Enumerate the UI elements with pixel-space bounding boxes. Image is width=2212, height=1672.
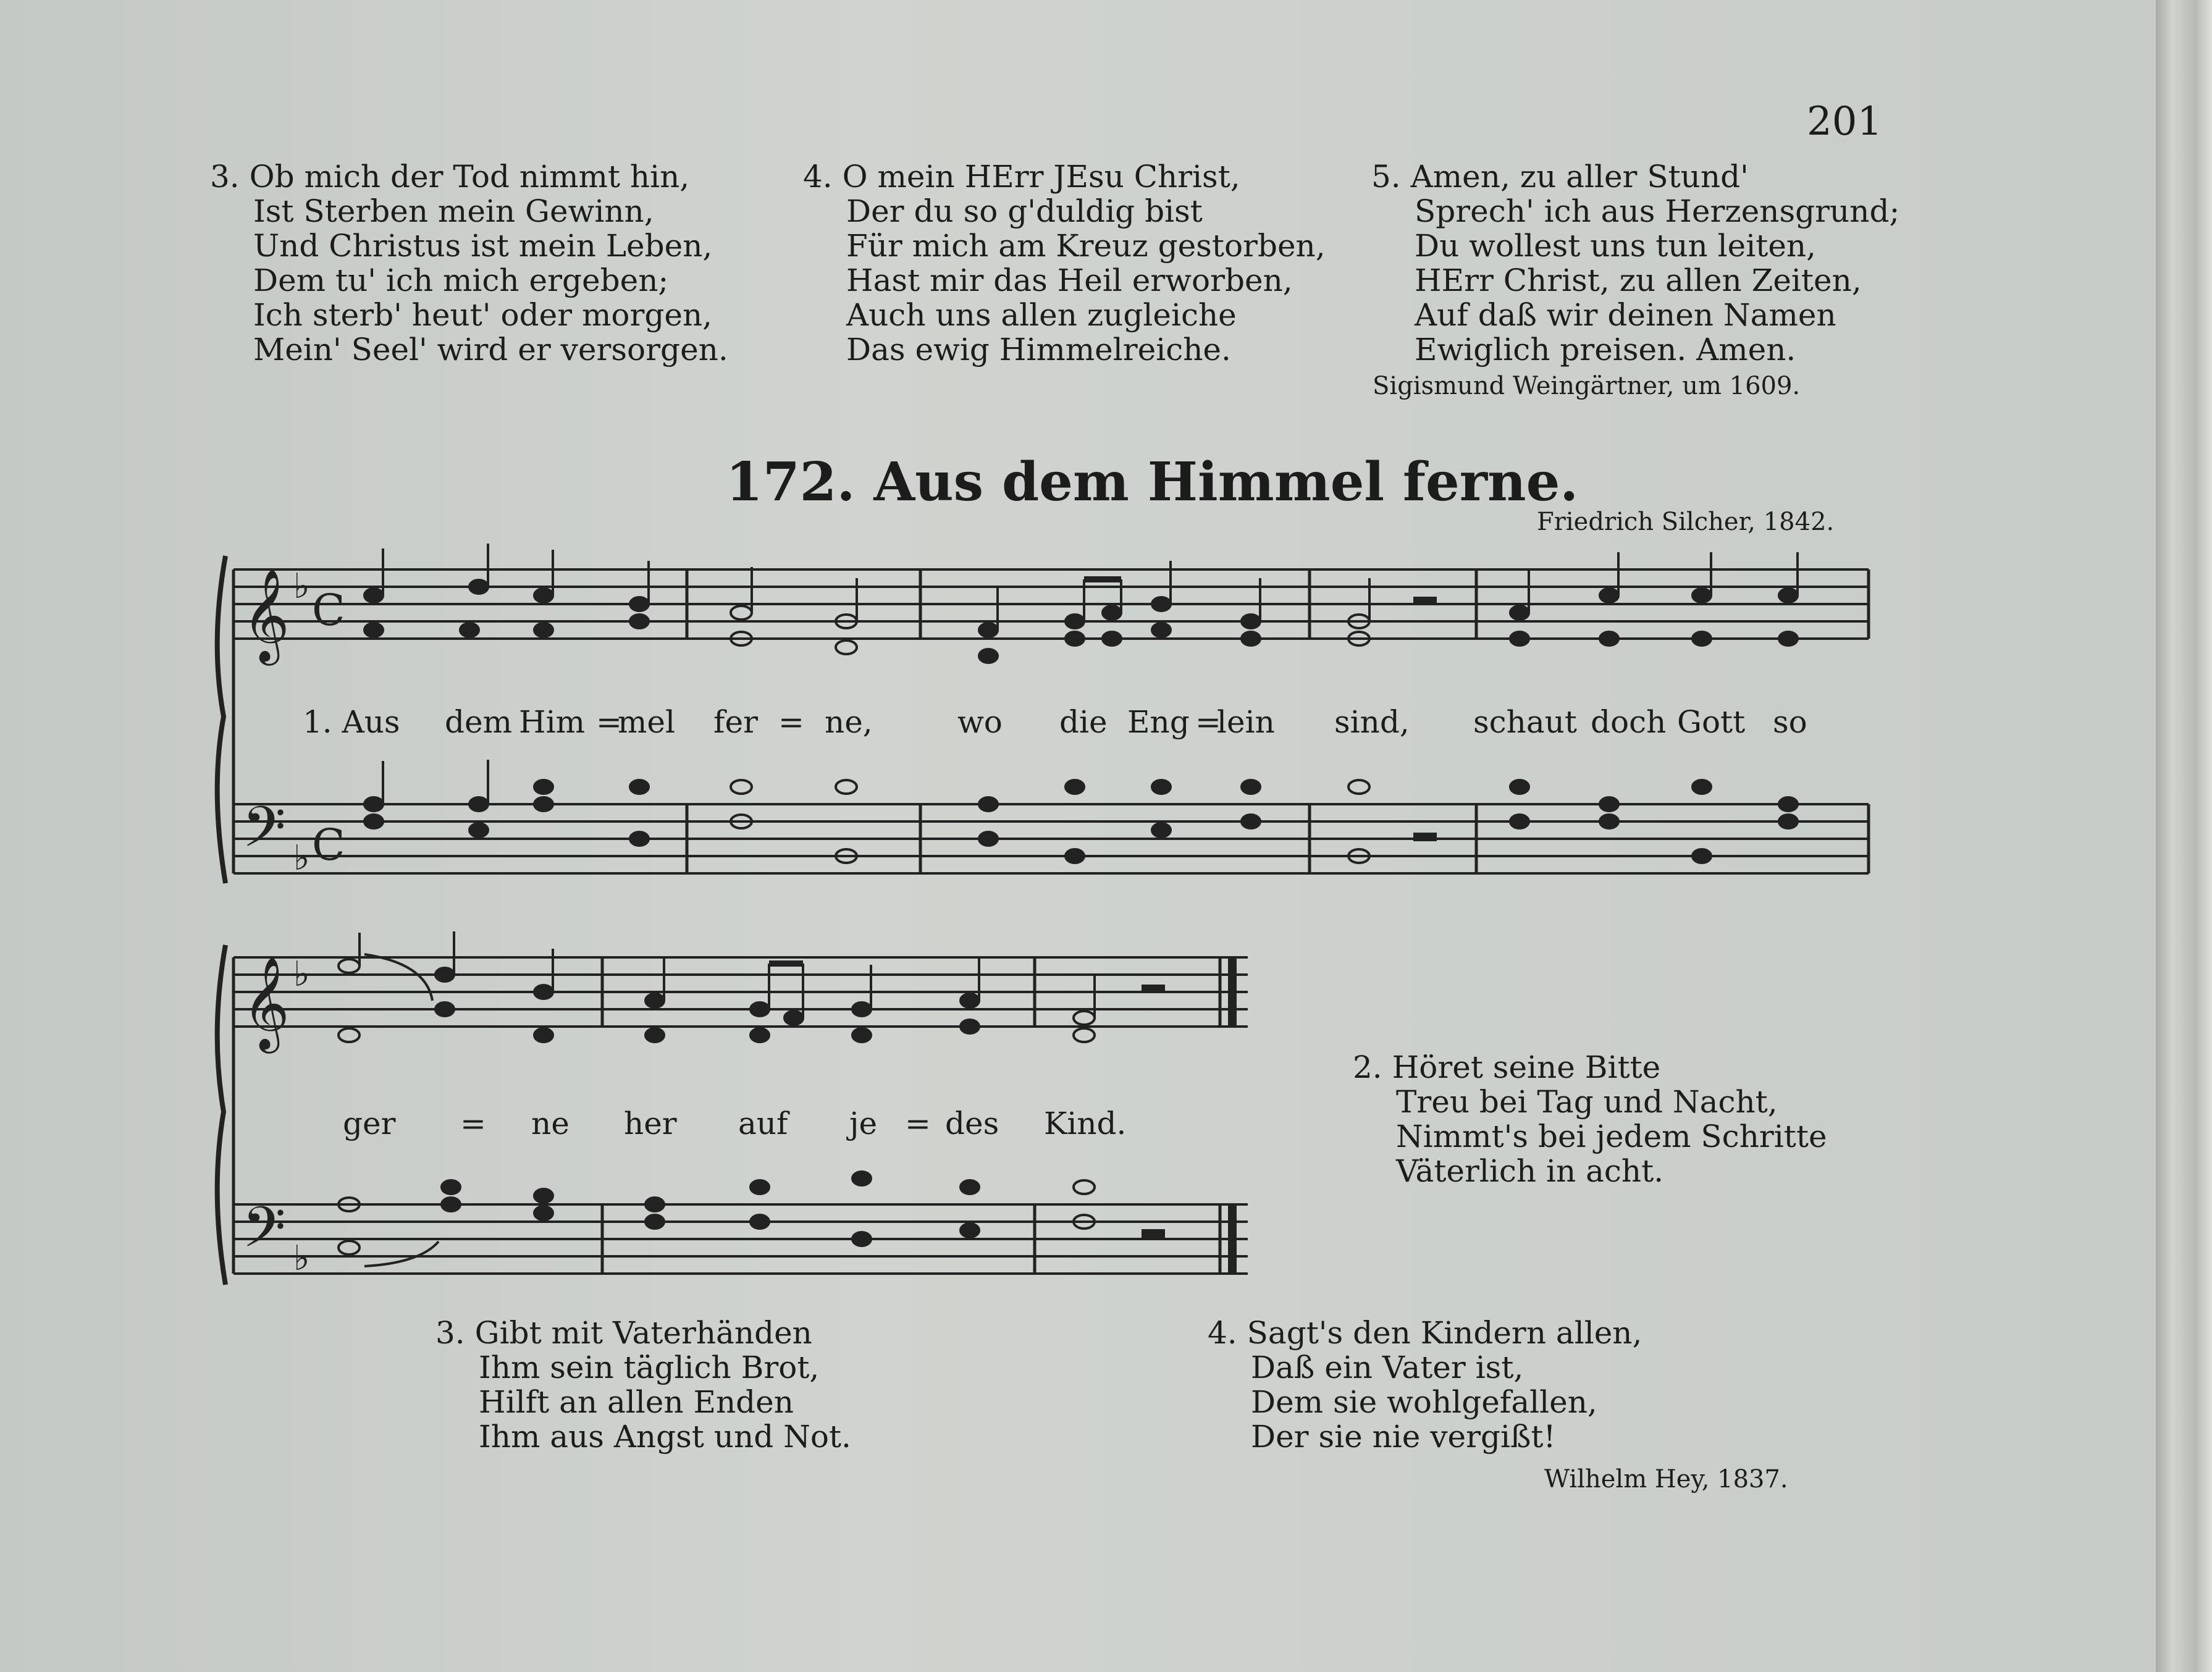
treble-clef-icon: 𝄞 [242,956,290,1049]
verse-2-side: 2. Höret seine Bitte Treu bei Tag und Nacht, Nimmt's bei jedem Schritte Väterlich in acht. [1353,1049,1827,1189]
verse-3-top: 3. Ob mich der Tod nimmt hin, Ist Sterben mein Gewinn, Und Christus ist mein Leben, Dem tu' ich mich ergeben; Ich sterb' heut' oder morgen, Mein' Seel' wird er versorgen. [210,159,728,368]
page-number: 201 [1807,99,1883,145]
flat-icon: ♭ [293,1238,310,1279]
system-2-clefs [242,954,309,1279]
verse-4-top: 4. O mein HErr JEsu Christ, Der du so g'duldig bist Für mich am Kreuz gestorben, Hast mir das Heil erworben, Auch uns allen zugleiche Das ewig Himmelreiche. [803,159,1326,368]
flat-icon: ♭ [293,566,310,607]
page-edge [2156,0,2212,1672]
svg-text:C: C [312,585,345,636]
system-2-notes [339,931,1164,1266]
verse-5-top: 5. Amen, zu aller Stund' Sprech' ich aus Herzensgrund; Du wollest uns tun leiten, HErr Christ, zu allen Zeiten, Auf daß wir deinen Namen Ewiglich preisen. Amen. [1371,159,1900,368]
verse-4-bottom: 4. Sagt's den Kindern allen, Daß ein Vater ist, Dem sie wohlgefallen, Der sie nie vergißt! [1208,1315,1642,1455]
flat-icon: ♭ [293,954,310,994]
composer-credit: Friedrich Silcher, 1842. [1537,508,1835,536]
top-credit: Sigismund Weingärtner, um 1609. [1373,372,1801,400]
flat-icon: ♭ [293,838,310,878]
bottom-credit: Wilhelm Hey, 1837. [1544,1465,1788,1493]
bass-clef-icon: 𝄢 [242,794,286,873]
bass-clef-icon: 𝄢 [242,1195,286,1274]
hymn-title: 172. Aus dem Himmel ferne. [726,451,1579,513]
treble-clef-icon: 𝄞 [242,568,290,662]
system-1-brace [217,556,225,883]
svg-text:C: C [312,820,345,870]
system-1-notes [364,544,1798,863]
system-1-bass-staff [233,804,1869,873]
verse-3-bottom: 3. Gibt mit Vaterhänden Ihm sein täglich Brot, Hilft an allen Enden Ihm aus Angst und Not. [435,1315,851,1455]
system-2-brace [217,945,225,1285]
